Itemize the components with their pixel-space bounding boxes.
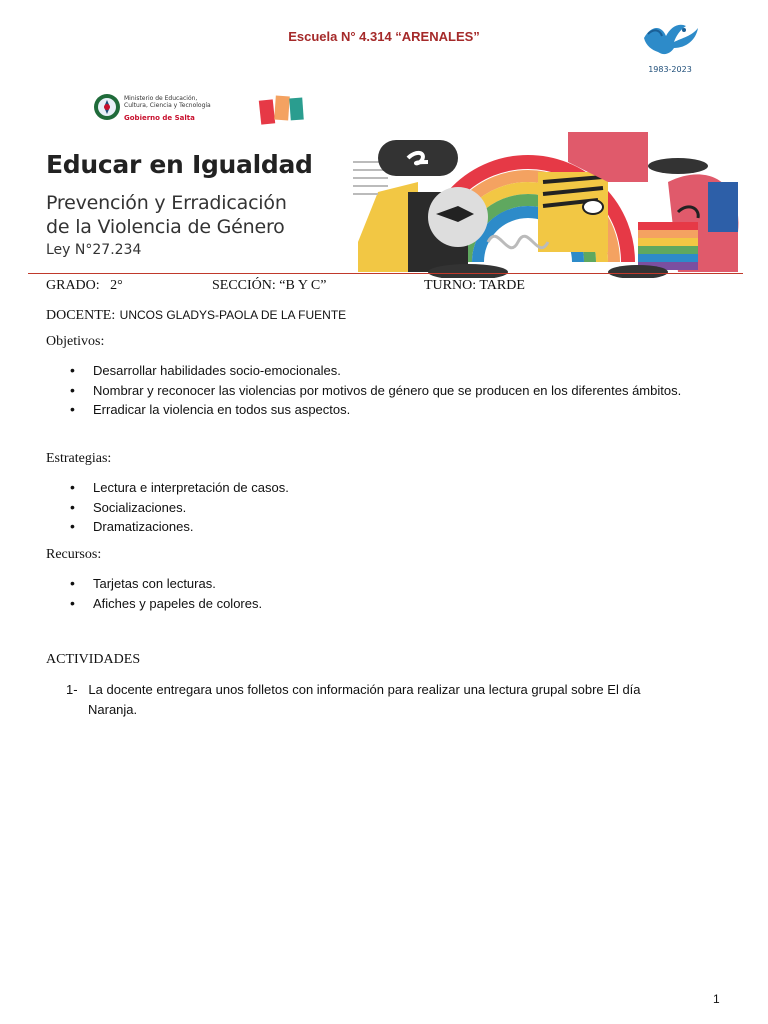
anniversary-years: 1983-2023: [648, 65, 692, 74]
ministry-text: Ministerio de Educación, Cultura, Ciencia y Tecnología: [124, 95, 211, 109]
page-number: 1: [713, 992, 720, 1006]
list-item: • Afiches y papeles de colores.: [70, 594, 690, 614]
recursos-list: [70, 574, 690, 613]
list-item: • Desarrollar habilidades socio-emocionales.: [70, 361, 690, 381]
list-item: • Dramatizaciones.: [70, 517, 690, 537]
objetivos-heading: Objetivos:: [46, 334, 105, 349]
list-item: • Tarjetas con lecturas.: [70, 574, 690, 594]
grado-field: GRADO: 2°: [46, 278, 123, 293]
banner-subtitle: Prevención y Erradicación de la Violencia de Género: [46, 192, 287, 238]
estrategias-list: [70, 478, 690, 537]
anniversary-logo: [634, 16, 706, 76]
esi-logo-icon: [258, 92, 306, 128]
dove-hands-icon: [634, 16, 706, 64]
list-item: • Socializaciones.: [70, 498, 690, 518]
seccion-field: SECCIÓN: “B Y C”: [212, 278, 327, 293]
banner-law: Ley N°27.234: [46, 242, 142, 258]
actividades-heading: ACTIVIDADES: [46, 652, 141, 667]
estrategias-heading: Estrategias:: [46, 451, 112, 466]
ministry-logo: [92, 88, 252, 128]
recursos-heading: Recursos:: [46, 547, 102, 562]
objetivos-list: [70, 361, 690, 420]
docente-field: DOCENTE: UNCOS GLADYS-PAOLA DE LA FUENTE: [46, 308, 347, 323]
list-item: • Nombrar y reconocer las violencias por motivos de género que se producen en los diferentes ámbitos.: [70, 381, 690, 401]
government-name: Gobierno de Salta: [124, 114, 195, 122]
esi-logo: [258, 92, 306, 128]
turno-field: TURNO: TARDE: [424, 278, 525, 293]
school-name: Escuela N° 4.314 “ARENALES”: [288, 29, 480, 44]
banner-illustration: [348, 122, 748, 278]
list-item: • Erradicar la violencia en todos sus aspectos.: [70, 400, 690, 420]
actividad-item: 1- La docente entregara unos folletos con información para realizar una lectura grupal sobre El día Naranja.: [66, 682, 641, 717]
banner-title: Educar en Igualdad: [46, 150, 313, 179]
header-divider: [28, 273, 743, 274]
list-item: • Lectura e interpretación de casos.: [70, 478, 690, 498]
salta-seal-icon: [92, 90, 122, 126]
